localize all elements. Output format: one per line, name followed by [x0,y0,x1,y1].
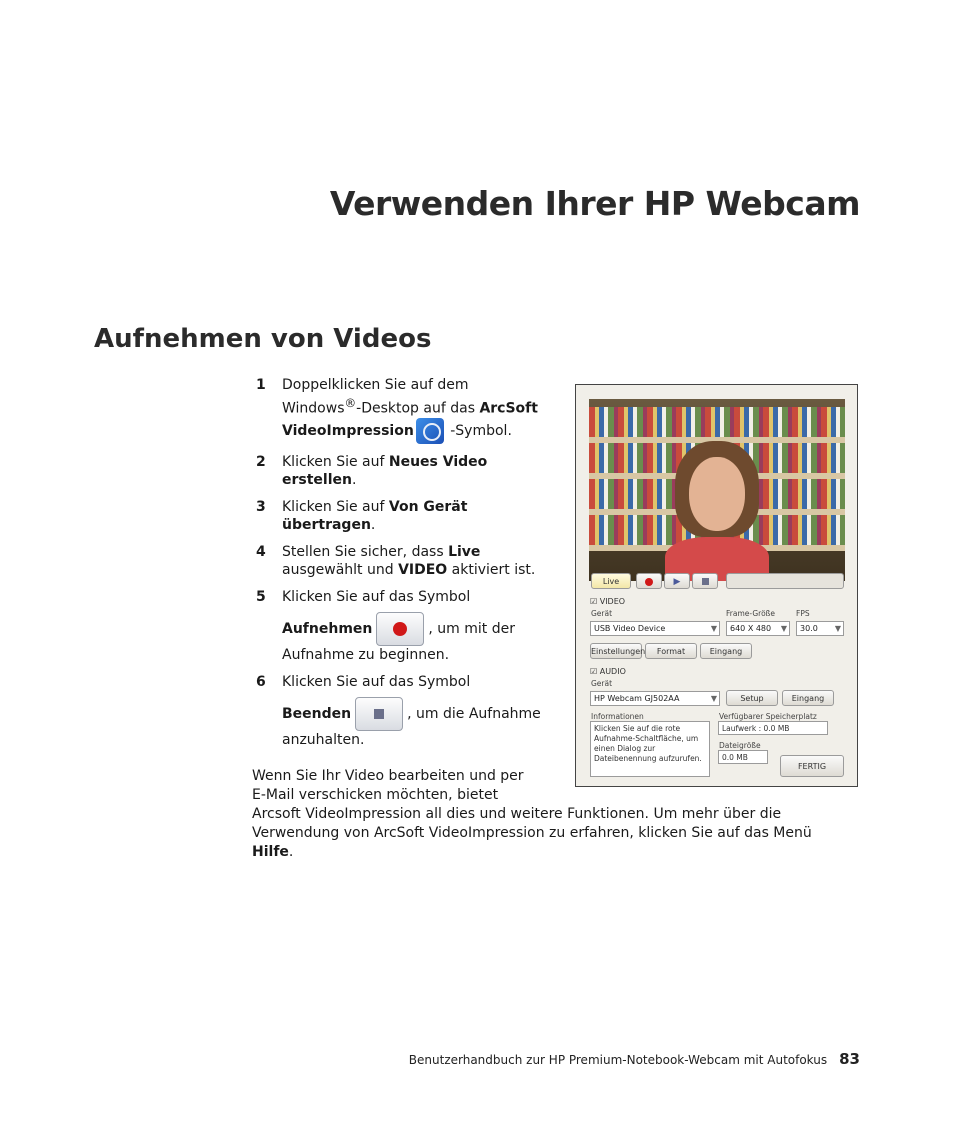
step-bold: VIDEO [398,561,448,578]
step-number: 5 [256,588,266,605]
step-text: Doppelklicken Sie auf dem Windows [282,377,469,417]
step-text: Klicken Sie auf das Symbol [282,673,471,690]
step-3 [252,498,552,534]
step-text: . [351,471,357,488]
step-text: . [370,516,376,533]
file-size-label: Dateigröße [719,741,761,750]
frame-size-label: Frame-Größe [726,609,776,618]
timeline-bar[interactable] [726,573,844,589]
paragraph-line: Wenn Sie Ihr Video bearbeiten und per [252,768,524,784]
done-button[interactable]: FERTIG [780,755,844,777]
step-text: ausgewählt und [282,561,399,578]
stop-button[interactable] [692,573,718,589]
step-4 [252,543,552,579]
step-number: 6 [256,673,266,690]
videoimpression-app-icon [416,418,444,444]
step-number: 1 [256,377,266,393]
settings-button[interactable]: Einstellungen [590,643,642,659]
page-footer [0,1050,860,1068]
format-button[interactable]: Format [645,643,697,659]
videoimpression-capture-window [575,384,858,787]
step-text: Klicken Sie auf [282,498,389,515]
step-number: 4 [256,543,266,560]
audio-input-button[interactable]: Eingang [782,690,834,706]
video-checkbox[interactable]: ☑ VIDEO [590,597,626,606]
step-bold: Neues Video erstellen [282,453,488,488]
step-number: 3 [256,498,266,515]
step-bold: ArcSoft VideoImpression [282,400,538,439]
stop-icon [374,709,384,719]
step-text: Klicken Sie auf [282,453,389,470]
step-text: aktiviert ist. [447,561,536,578]
fps-label: FPS [796,609,810,618]
free-space-value: Laufwerk : 0.0 MB [718,721,828,735]
paragraph-line: E-Mail verschicken möchten, bietet [252,787,499,803]
step-2 [252,453,552,489]
info-box: Klicken Sie auf die rote Aufnahme-Schaltfläche, um einen Dialog zur Dateibenennung aufzurufen. [590,721,710,777]
video-device-select[interactable]: USB Video Device ▼ [590,621,720,636]
step-bold: Von Gerät übertragen [282,498,468,533]
audio-device-label: Gerät [591,679,613,688]
step-5 [252,588,552,664]
chapter-title: Verwenden Ihrer HP Webcam [329,184,860,223]
help-menu-bold: Hilfe [252,844,289,860]
step-bold: Aufnehmen [282,620,373,637]
step-text: Klicken Sie auf das Symbol [282,588,471,605]
section-title: Aufnehmen von Videos [94,324,432,354]
live-button[interactable]: Live [591,573,631,589]
audio-checkbox[interactable]: ☑ AUDIO [590,667,626,676]
input-button[interactable]: Eingang [700,643,752,659]
audio-device-select[interactable]: HP Webcam GJ502AA ▼ [590,691,720,706]
record-icon [645,578,653,586]
step-bold: Live [448,543,481,560]
paragraph-text: . [288,844,294,860]
step-text: Stellen Sie sicher, dass [282,543,449,560]
record-button-image [376,612,424,646]
stop-icon [702,578,709,585]
fps-select[interactable]: 30.0 ▼ [796,621,844,636]
device-label: Gerät [591,609,613,618]
step-1 [252,376,552,444]
record-icon [393,622,407,636]
play-icon: ▶ [673,577,681,587]
person-in-preview [665,441,769,581]
paragraph-text: Arcsoft VideoImpression all dies und weitere Funktionen. Um mehr über die Verwendung von ArcSoft VideoImpression zu erfahren, klicken Sie auf das Menü [252,806,812,841]
steps-list [252,376,552,758]
play-button[interactable] [664,573,690,589]
step-bold: Beenden [282,705,352,722]
step-text: , um die Aufnahme anzuhalten. [282,705,541,748]
step-text: , um mit der Aufnahme zu beginnen. [282,620,515,663]
page-number: 83 [839,1050,860,1068]
registered-mark: ® [344,396,357,410]
frame-size-select[interactable]: 640 X 480 ▼ [726,621,790,636]
step-text: -Desktop auf das [356,400,480,417]
file-size-value: 0.0 MB [718,750,768,764]
info-label: Informationen [591,712,644,721]
step-6 [252,673,552,749]
webcam-preview [589,399,845,581]
record-button[interactable] [636,573,662,589]
stop-button-image [355,697,403,731]
step-text: -Symbol. [445,422,512,439]
free-space-label: Verfügbarer Speicherplatz [719,712,817,721]
step-number: 2 [256,453,266,470]
setup-button[interactable]: Setup [726,690,778,706]
footer-text: Benutzerhandbuch zur HP Premium-Notebook-Webcam mit Autofokus [408,1053,828,1067]
